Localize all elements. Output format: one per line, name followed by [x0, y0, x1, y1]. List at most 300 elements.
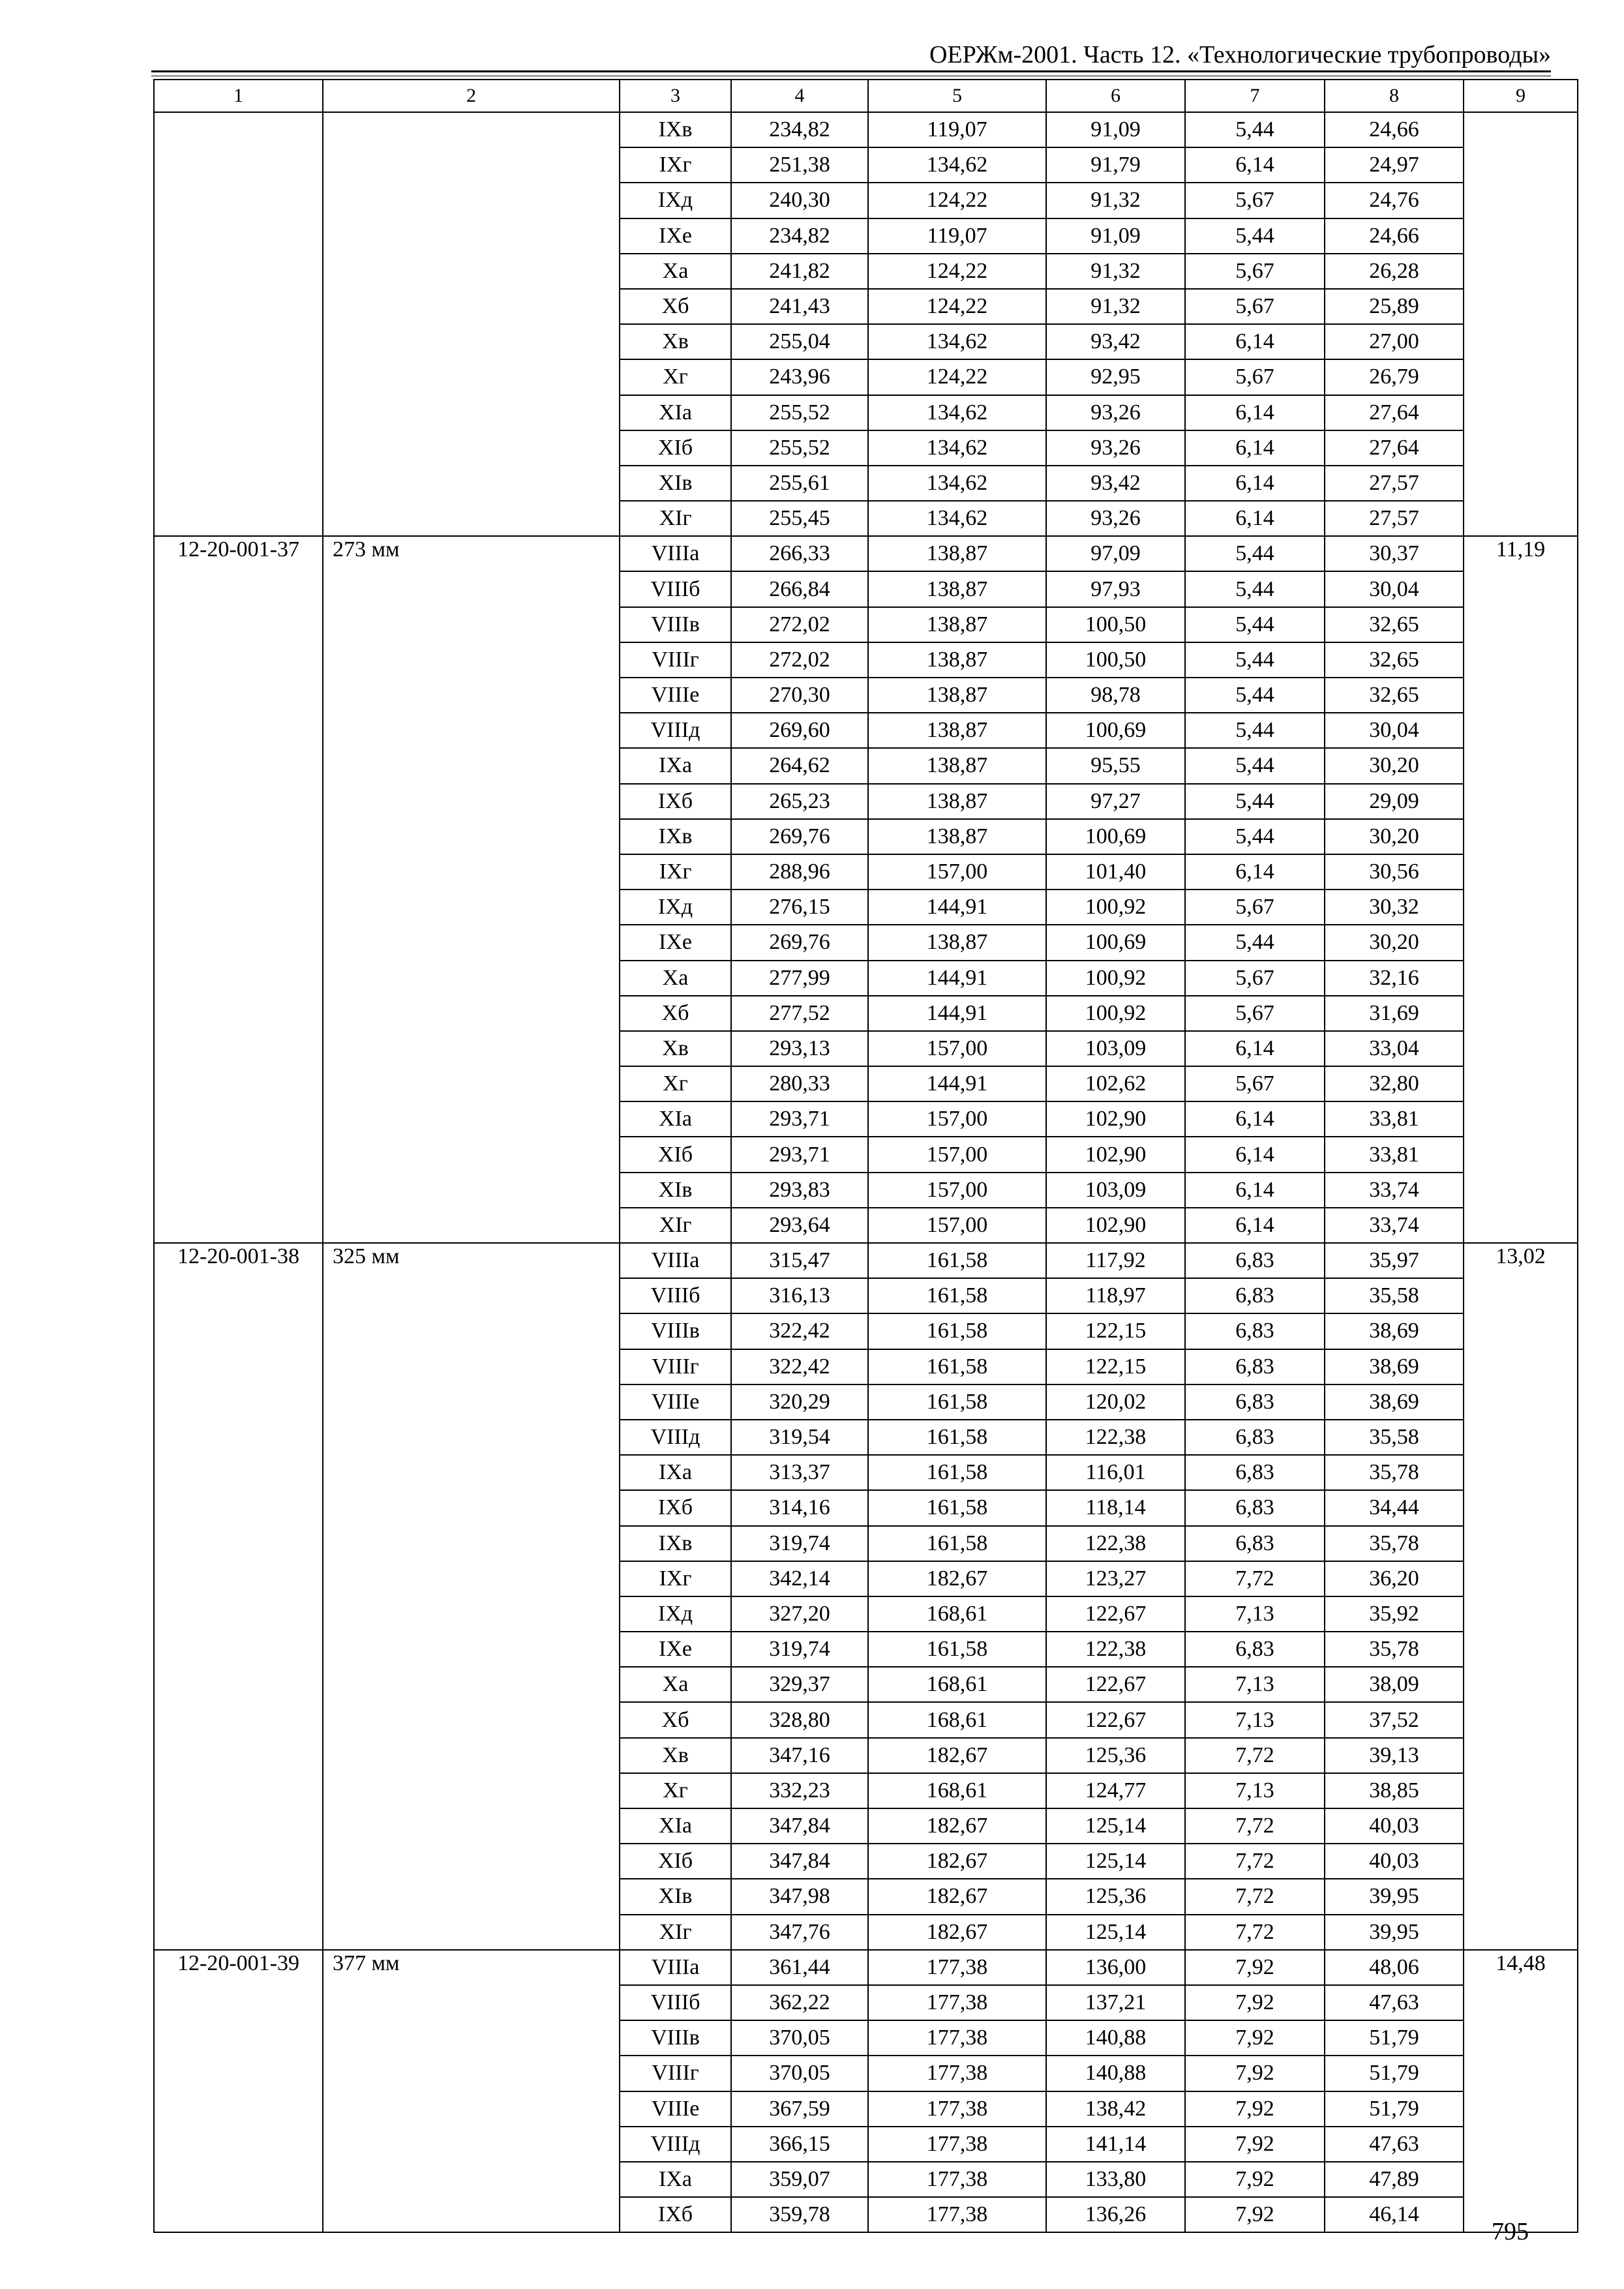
value-cell: 38,09: [1325, 1667, 1464, 1702]
value-cell: 25,89: [1325, 289, 1464, 324]
value-cell: 47,63: [1325, 1985, 1464, 2020]
rate-code: [154, 112, 323, 536]
value-cell: 182,67: [868, 1879, 1046, 1914]
value-cell: 92,95: [1046, 359, 1185, 395]
category-cell: Xв: [620, 324, 731, 359]
value-cell: 293,71: [731, 1101, 868, 1137]
value-cell: 314,16: [731, 1490, 868, 1525]
column-number: 4: [731, 80, 868, 112]
value-cell: 370,05: [731, 2020, 868, 2056]
value-cell: 293,64: [731, 1208, 868, 1243]
value-cell: 134,62: [868, 324, 1046, 359]
category-cell: IXв: [620, 1526, 731, 1561]
category-cell: VIIIв: [620, 607, 731, 642]
category-cell: IXг: [620, 854, 731, 890]
value-cell: 119,07: [868, 112, 1046, 147]
value-cell: 6,83: [1185, 1243, 1325, 1278]
category-cell: XIг: [620, 1915, 731, 1950]
value-cell: 51,79: [1325, 2091, 1464, 2127]
category-cell: IXг: [620, 1561, 731, 1596]
value-cell: 316,13: [731, 1278, 868, 1313]
value-cell: 35,58: [1325, 1278, 1464, 1313]
value-cell: 6,83: [1185, 1526, 1325, 1561]
category-cell: VIIIг: [620, 642, 731, 678]
value-cell: 144,91: [868, 961, 1046, 996]
value-cell: 6,83: [1185, 1455, 1325, 1490]
column-number-row: [154, 80, 1578, 112]
value-cell: 27,57: [1325, 466, 1464, 501]
value-cell: 7,92: [1185, 2056, 1325, 2091]
value-cell: 103,09: [1046, 1031, 1185, 1066]
value-cell: 102,90: [1046, 1208, 1185, 1243]
value-cell: 33,81: [1325, 1101, 1464, 1137]
value-cell: 7,13: [1185, 1702, 1325, 1737]
value-cell: 46,14: [1325, 2197, 1464, 2232]
value-cell: 251,38: [731, 147, 868, 183]
value-cell: 5,44: [1185, 784, 1325, 819]
value-cell: 161,58: [868, 1313, 1046, 1349]
category-cell: VIIIе: [620, 1384, 731, 1420]
value-cell: 7,92: [1185, 2197, 1325, 2232]
value-cell: 6,83: [1185, 1632, 1325, 1667]
category-cell: IXб: [620, 784, 731, 819]
category-cell: Xг: [620, 359, 731, 395]
category-cell: VIIIд: [620, 1420, 731, 1455]
value-cell: 93,26: [1046, 430, 1185, 466]
value-cell: 234,82: [731, 218, 868, 254]
value-cell: 138,87: [868, 642, 1046, 678]
value-cell: 36,20: [1325, 1561, 1464, 1596]
value-cell: 182,67: [868, 1915, 1046, 1950]
value-cell: 39,13: [1325, 1738, 1464, 1773]
value-cell: 91,09: [1046, 218, 1185, 254]
value-cell: 91,32: [1046, 183, 1185, 218]
value-cell: 35,97: [1325, 1243, 1464, 1278]
value-cell: 319,74: [731, 1632, 868, 1667]
rate-code: 12-20-001-39: [154, 1950, 323, 2233]
value-cell: 241,82: [731, 254, 868, 289]
category-cell: Xб: [620, 289, 731, 324]
value-cell: 37,52: [1325, 1702, 1464, 1737]
category-cell: VIIIд: [620, 2127, 731, 2162]
value-cell: 7,92: [1185, 2020, 1325, 2056]
value-cell: 265,23: [731, 784, 868, 819]
category-cell: VIIIб: [620, 571, 731, 606]
value-cell: 161,58: [868, 1278, 1046, 1313]
category-cell: IXа: [620, 748, 731, 783]
value-cell: 122,67: [1046, 1667, 1185, 1702]
category-cell: IXд: [620, 890, 731, 925]
value-cell: 327,20: [731, 1596, 868, 1632]
value-cell: 30,32: [1325, 890, 1464, 925]
value-cell: 100,69: [1046, 925, 1185, 960]
value-cell: 182,67: [868, 1561, 1046, 1596]
value-cell: 177,38: [868, 2162, 1046, 2197]
category-cell: XIг: [620, 1208, 731, 1243]
value-cell: 30,20: [1325, 925, 1464, 960]
column-number: 7: [1185, 80, 1325, 112]
value-cell: 7,92: [1185, 2091, 1325, 2127]
category-cell: Xг: [620, 1066, 731, 1101]
value-cell: 122,15: [1046, 1349, 1185, 1384]
value-cell: 136,26: [1046, 2197, 1185, 2232]
value-cell: 293,71: [731, 1137, 868, 1172]
value-cell: 234,82: [731, 112, 868, 147]
value-cell: 119,07: [868, 218, 1046, 254]
value-cell: 134,62: [868, 147, 1046, 183]
column-number: 6: [1046, 80, 1185, 112]
value-cell: 5,44: [1185, 925, 1325, 960]
value-cell: 266,84: [731, 571, 868, 606]
value-cell: 255,61: [731, 466, 868, 501]
value-cell: 342,14: [731, 1561, 868, 1596]
value-cell: 138,87: [868, 713, 1046, 748]
value-cell: 6,83: [1185, 1313, 1325, 1349]
value-cell: 241,43: [731, 289, 868, 324]
value-cell: 255,04: [731, 324, 868, 359]
category-cell: IXа: [620, 1455, 731, 1490]
category-cell: VIIIв: [620, 2020, 731, 2056]
value-cell: 7,92: [1185, 1985, 1325, 2020]
value-cell: 161,58: [868, 1349, 1046, 1384]
column-number: 3: [620, 80, 731, 112]
value-cell: 177,38: [868, 2020, 1046, 2056]
value-cell: 7,92: [1185, 2162, 1325, 2197]
value-cell: 6,14: [1185, 1031, 1325, 1066]
category-cell: XIв: [620, 466, 731, 501]
pipe-diameter: [323, 112, 620, 536]
value-cell: 32,65: [1325, 678, 1464, 713]
value-cell: 39,95: [1325, 1879, 1464, 1914]
value-cell: 26,28: [1325, 254, 1464, 289]
value-cell: 26,79: [1325, 359, 1464, 395]
category-cell: IXа: [620, 2162, 731, 2197]
category-cell: XIв: [620, 1879, 731, 1914]
category-cell: VIIIб: [620, 1278, 731, 1313]
category-cell: IXе: [620, 218, 731, 254]
value-cell: 6,14: [1185, 430, 1325, 466]
value-cell: 157,00: [868, 1031, 1046, 1066]
value-cell: 51,79: [1325, 2056, 1464, 2091]
value-cell: 293,13: [731, 1031, 868, 1066]
value-cell: 32,16: [1325, 961, 1464, 996]
value-cell: 322,42: [731, 1313, 868, 1349]
value-cell: 5,44: [1185, 748, 1325, 783]
value-cell: 33,74: [1325, 1208, 1464, 1243]
value-cell: 100,92: [1046, 890, 1185, 925]
value-cell: 347,84: [731, 1844, 868, 1879]
value-cell: 277,99: [731, 961, 868, 996]
category-cell: VIIIе: [620, 2091, 731, 2127]
category-cell: XIа: [620, 395, 731, 430]
value-cell: 5,67: [1185, 1066, 1325, 1101]
category-cell: IXв: [620, 819, 731, 854]
value-cell: 124,22: [868, 183, 1046, 218]
category-cell: XIб: [620, 1137, 731, 1172]
value-cell: 6,14: [1185, 1101, 1325, 1137]
value-cell: 266,33: [731, 536, 868, 571]
value-cell: 5,44: [1185, 642, 1325, 678]
value-cell: 240,30: [731, 183, 868, 218]
value-cell: 138,87: [868, 678, 1046, 713]
value-cell: 243,96: [731, 359, 868, 395]
value-cell: 125,36: [1046, 1879, 1185, 1914]
value-cell: 272,02: [731, 607, 868, 642]
value-cell: 288,96: [731, 854, 868, 890]
value-cell: 177,38: [868, 2091, 1046, 2127]
value-cell: 6,14: [1185, 1137, 1325, 1172]
value-cell: 362,22: [731, 1985, 868, 2020]
value-cell: 35,78: [1325, 1526, 1464, 1561]
value-cell: 6,14: [1185, 854, 1325, 890]
value-cell: 144,91: [868, 890, 1046, 925]
category-cell: VIIIа: [620, 1950, 731, 1985]
value-cell: 32,65: [1325, 642, 1464, 678]
value-cell: 161,58: [868, 1455, 1046, 1490]
table-row: [154, 536, 1578, 571]
value-cell: 5,67: [1185, 289, 1325, 324]
value-cell: 120,02: [1046, 1384, 1185, 1420]
value-cell: 7,13: [1185, 1596, 1325, 1632]
value-cell: 6,14: [1185, 324, 1325, 359]
value-cell: 102,62: [1046, 1066, 1185, 1101]
value-cell: 138,87: [868, 571, 1046, 606]
value-cell: 103,09: [1046, 1173, 1185, 1208]
table-body: [154, 112, 1578, 2232]
category-cell: Xб: [620, 1702, 731, 1737]
value-cell: 141,14: [1046, 2127, 1185, 2162]
category-cell: XIб: [620, 1844, 731, 1879]
value-cell: 35,92: [1325, 1596, 1464, 1632]
value-cell: 91,32: [1046, 289, 1185, 324]
value-cell: 91,79: [1046, 147, 1185, 183]
value-cell: 100,50: [1046, 642, 1185, 678]
value-cell: 118,97: [1046, 1278, 1185, 1313]
value-cell: 5,44: [1185, 678, 1325, 713]
value-cell: 122,67: [1046, 1596, 1185, 1632]
value-cell: 161,58: [868, 1490, 1046, 1525]
pipe-diameter: 325 мм: [323, 1243, 620, 1950]
value-cell: 6,14: [1185, 395, 1325, 430]
value-cell: 182,67: [868, 1738, 1046, 1773]
value-cell: 40,03: [1325, 1808, 1464, 1844]
value-cell: 6,83: [1185, 1278, 1325, 1313]
value-cell: 7,72: [1185, 1844, 1325, 1879]
value-cell: 161,58: [868, 1384, 1046, 1420]
category-cell: IXб: [620, 1490, 731, 1525]
value-cell: 7,72: [1185, 1561, 1325, 1596]
column-number: 9: [1464, 80, 1578, 112]
category-cell: Xб: [620, 996, 731, 1031]
category-cell: XIг: [620, 501, 731, 536]
value-cell: 5,44: [1185, 607, 1325, 642]
value-cell: 35,58: [1325, 1420, 1464, 1455]
value-cell: 134,62: [868, 466, 1046, 501]
value-cell: 125,14: [1046, 1915, 1185, 1950]
value-cell: 38,69: [1325, 1313, 1464, 1349]
value-cell: 144,91: [868, 996, 1046, 1031]
value-cell: 122,38: [1046, 1420, 1185, 1455]
value-cell: 367,59: [731, 2091, 868, 2127]
value-cell: 47,63: [1325, 2127, 1464, 2162]
category-cell: IXе: [620, 925, 731, 960]
value-cell: 38,69: [1325, 1384, 1464, 1420]
value-cell: 313,37: [731, 1455, 868, 1490]
category-cell: Xв: [620, 1738, 731, 1773]
value-cell: 102,90: [1046, 1101, 1185, 1137]
value-cell: 32,80: [1325, 1066, 1464, 1101]
value-cell: 7,92: [1185, 1950, 1325, 1985]
value-cell: 34,44: [1325, 1490, 1464, 1525]
value-cell: 124,22: [868, 359, 1046, 395]
value-cell: 157,00: [868, 1173, 1046, 1208]
category-cell: IXд: [620, 1596, 731, 1632]
table-row: [154, 112, 1578, 147]
value-cell: 40,03: [1325, 1844, 1464, 1879]
value-cell: 134,62: [868, 430, 1046, 466]
value-cell: 255,52: [731, 430, 868, 466]
category-cell: XIа: [620, 1101, 731, 1137]
category-cell: VIIIд: [620, 713, 731, 748]
value-cell: 138,87: [868, 925, 1046, 960]
category-cell: VIIIа: [620, 536, 731, 571]
category-cell: VIIIб: [620, 1985, 731, 2020]
value-cell: 101,40: [1046, 854, 1185, 890]
value-cell: 168,61: [868, 1773, 1046, 1808]
value-cell: 5,67: [1185, 996, 1325, 1031]
value-cell: 347,16: [731, 1738, 868, 1773]
value-cell: 157,00: [868, 854, 1046, 890]
value-cell: 122,38: [1046, 1526, 1185, 1561]
value-cell: 31,69: [1325, 996, 1464, 1031]
category-cell: Xа: [620, 961, 731, 996]
value-cell: 123,27: [1046, 1561, 1185, 1596]
value-cell: 97,93: [1046, 571, 1185, 606]
column9-value: 14,48: [1464, 1950, 1578, 2233]
column9-value: 11,19: [1464, 536, 1578, 1243]
value-cell: 24,97: [1325, 147, 1464, 183]
value-cell: 168,61: [868, 1667, 1046, 1702]
value-cell: 270,30: [731, 678, 868, 713]
value-cell: 97,09: [1046, 536, 1185, 571]
value-cell: 269,76: [731, 925, 868, 960]
value-cell: 117,92: [1046, 1243, 1185, 1278]
value-cell: 102,90: [1046, 1137, 1185, 1172]
value-cell: 24,66: [1325, 112, 1464, 147]
value-cell: 100,92: [1046, 961, 1185, 996]
value-cell: 38,69: [1325, 1349, 1464, 1384]
category-cell: XIв: [620, 1173, 731, 1208]
value-cell: 100,50: [1046, 607, 1185, 642]
value-cell: 332,23: [731, 1773, 868, 1808]
value-cell: 277,52: [731, 996, 868, 1031]
value-cell: 6,14: [1185, 1208, 1325, 1243]
value-cell: 161,58: [868, 1243, 1046, 1278]
value-cell: 319,74: [731, 1526, 868, 1561]
value-cell: 93,26: [1046, 395, 1185, 430]
value-cell: 161,58: [868, 1526, 1046, 1561]
value-cell: 328,80: [731, 1702, 868, 1737]
value-cell: 177,38: [868, 2127, 1046, 2162]
value-cell: 6,14: [1185, 501, 1325, 536]
value-cell: 24,76: [1325, 183, 1464, 218]
value-cell: 255,52: [731, 395, 868, 430]
value-cell: 27,64: [1325, 395, 1464, 430]
value-cell: 133,80: [1046, 2162, 1185, 2197]
value-cell: 5,67: [1185, 183, 1325, 218]
value-cell: 30,20: [1325, 748, 1464, 783]
pipe-diameter: 377 мм: [323, 1950, 620, 2233]
value-cell: 35,78: [1325, 1455, 1464, 1490]
value-cell: 144,91: [868, 1066, 1046, 1101]
value-cell: 5,44: [1185, 536, 1325, 571]
value-cell: 27,57: [1325, 501, 1464, 536]
value-cell: 293,83: [731, 1173, 868, 1208]
value-cell: 134,62: [868, 395, 1046, 430]
value-cell: 177,38: [868, 2056, 1046, 2091]
value-cell: 140,88: [1046, 2020, 1185, 2056]
value-cell: 93,26: [1046, 501, 1185, 536]
category-cell: IXд: [620, 183, 731, 218]
rates-table: [153, 79, 1578, 2233]
value-cell: 100,69: [1046, 713, 1185, 748]
value-cell: 91,32: [1046, 254, 1185, 289]
column9-value: [1464, 112, 1578, 536]
value-cell: 6,83: [1185, 1384, 1325, 1420]
value-cell: 33,74: [1325, 1173, 1464, 1208]
value-cell: 32,65: [1325, 607, 1464, 642]
value-cell: 5,44: [1185, 112, 1325, 147]
value-cell: 137,21: [1046, 1985, 1185, 2020]
value-cell: 6,83: [1185, 1349, 1325, 1384]
category-cell: IXб: [620, 2197, 731, 2232]
value-cell: 6,14: [1185, 466, 1325, 501]
value-cell: 5,44: [1185, 819, 1325, 854]
value-cell: 30,04: [1325, 571, 1464, 606]
value-cell: 33,04: [1325, 1031, 1464, 1066]
table-row: [154, 1950, 1578, 1985]
category-cell: VIIIг: [620, 1349, 731, 1384]
category-cell: XIб: [620, 430, 731, 466]
value-cell: 138,87: [868, 607, 1046, 642]
category-cell: Xг: [620, 1773, 731, 1808]
value-cell: 269,60: [731, 713, 868, 748]
value-cell: 122,67: [1046, 1702, 1185, 1737]
value-cell: 30,20: [1325, 819, 1464, 854]
value-cell: 47,89: [1325, 2162, 1464, 2197]
category-cell: XIа: [620, 1808, 731, 1844]
value-cell: 157,00: [868, 1101, 1046, 1137]
value-cell: 5,44: [1185, 571, 1325, 606]
category-cell: Xа: [620, 254, 731, 289]
value-cell: 157,00: [868, 1137, 1046, 1172]
value-cell: 366,15: [731, 2127, 868, 2162]
value-cell: 136,00: [1046, 1950, 1185, 1985]
value-cell: 140,88: [1046, 2056, 1185, 2091]
value-cell: 124,77: [1046, 1773, 1185, 1808]
value-cell: 7,72: [1185, 1915, 1325, 1950]
value-cell: 122,15: [1046, 1313, 1185, 1349]
value-cell: 280,33: [731, 1066, 868, 1101]
value-cell: 30,56: [1325, 854, 1464, 890]
column-number: 8: [1325, 80, 1464, 112]
category-cell: VIIIв: [620, 1313, 731, 1349]
value-cell: 359,07: [731, 2162, 868, 2197]
pipe-diameter: 273 мм: [323, 536, 620, 1243]
value-cell: 29,09: [1325, 784, 1464, 819]
value-cell: 125,14: [1046, 1808, 1185, 1844]
value-cell: 138,87: [868, 748, 1046, 783]
